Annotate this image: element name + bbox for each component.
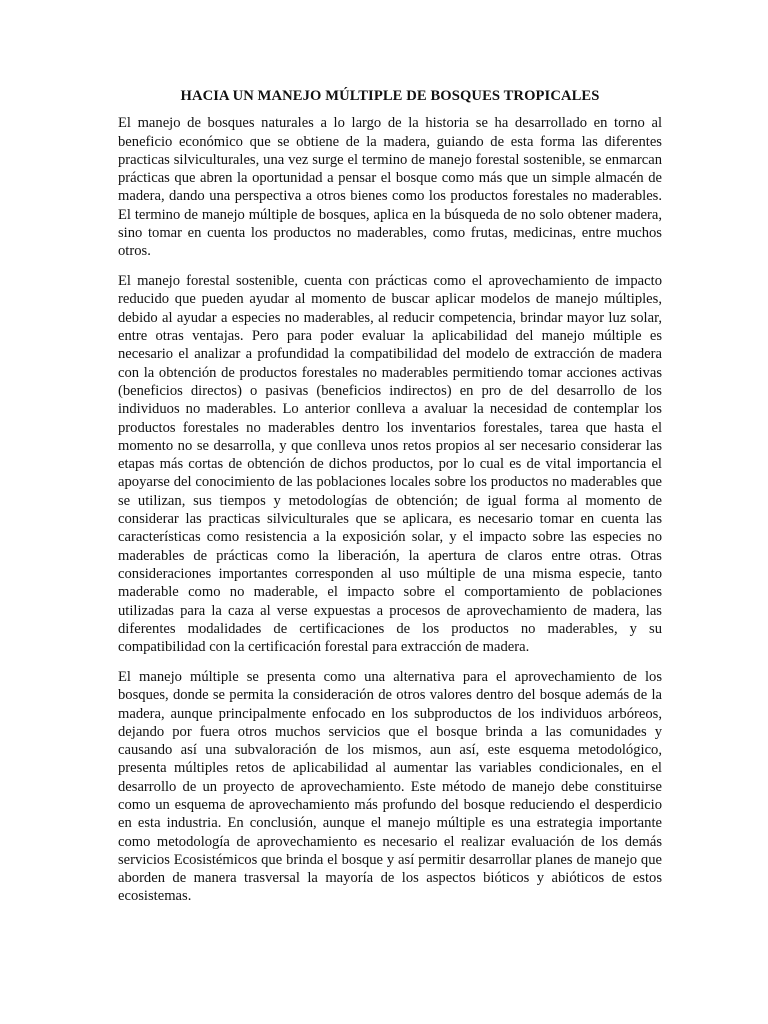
document-title: HACIA UN MANEJO MÚLTIPLE DE BOSQUES TROPICALES [180, 88, 600, 104]
paragraph-2: El manejo forestal sostenible, cuenta con prácticas como el aprovechamiento de impacto reducido que pueden ayudar al momento de buscar aplicar modelos de manejo múltiples, debido al ayudar a especies no maderables, al reducir competencia, brindar mayor luz solar, entre otras ventajas. Pero para poder evaluar la aplicabilidad del manejo múltiple es necesario el analizar a profundidad la compatibilidad del modelo de extracción de madera con la obtención de productos forestales no maderables permitiendo tomar acciones activas (beneficios directos) o pasivas (beneficios indirectos) en pro de del desarrollo de los individuos no maderables. Lo anterior conlleva a avaluar la necesidad de contemplar los productos forestales no maderables dentro los inventarios forestales, tarea que hasta el momento no se desarrolla, y que conlleva unos retos propios al ser necesario considerar las etapas más cortas de obtención de dichos productos, por lo cual es de vital importancia el apoyarse del conocimiento de las poblaciones locales sobre los productos no maderables que se utilizan, sus tiempos y metodologías de obtención; de igual forma al momento de considerar las practicas silviculturales que se aplicara, es necesario tomar en cuenta las características como resistencia a la exposición solar, y el impacto sobre las especies no maderables de prácticas como la liberación, la apertura de claros entre otras. Otras consideraciones importantes corresponden al uso múltiple de una misma especie, tanto maderable como no maderable, el impacto sobre el comportamiento de poblaciones utilizadas para la caza al verse expuestas a procesos de aprovechamiento de madera, las diferentes modalidades de certificaciones de los productos no maderables, y su compatibilidad con la certificación forestal para extracción de madera. [118, 273, 662, 656]
document-page [118, 87, 662, 917]
paragraph-3: El manejo múltiple se presenta como una alternativa para el aprovechamiento de los bosques, donde se permita la consideración de otros valores dentro del bosque además de la madera, aunque principalmente enfocado en los subproductos de los individuos arbóreos, dejando por fuera otros muchos servicios que el bosque brinda a las comunidades y causando así una subvaloración de los mismos, aun así, este esquema metodológico, presenta múltiples retos de aplicabilidad al aumentar las variables condicionales, en el desarrollo de un proyecto de aprovechamiento. Este método de manejo debe constituirse como un esquema de aprovechamiento más profundo del bosque reduciendo el desperdicio en esta industria. En conclusión, aunque el manejo múltiple es una estrategia importante como metodología de aprovechamiento es necesario el realizar evaluación de los demás servicios Ecosistémicos que brinda el bosque y así permitir desarrollar planes de manejo que aborden de manera trasversal la mayoría de los aspectos bióticos y abióticos de estos ecosistemas. [118, 668, 662, 905]
paragraph-1: El manejo de bosques naturales a lo largo de la historia se ha desarrollado en torno al beneficio económico que se obtiene de la madera, guiando de esta forma las diferentes practicas silviculturales, una vez surge el termino de manejo forestal sostenible, se enmarcan prácticas que abren la oportunidad a pensar el bosque como más que un simple almacén de madera, dando una perspectiva a otros bienes como los productos forestales no maderables. El termino de manejo múltiple de bosques, aplica en la búsqueda de no solo obtener madera, sino tomar en cuenta los productos no maderables, como frutas, medicinas, entre muchos otros. [118, 115, 662, 260]
